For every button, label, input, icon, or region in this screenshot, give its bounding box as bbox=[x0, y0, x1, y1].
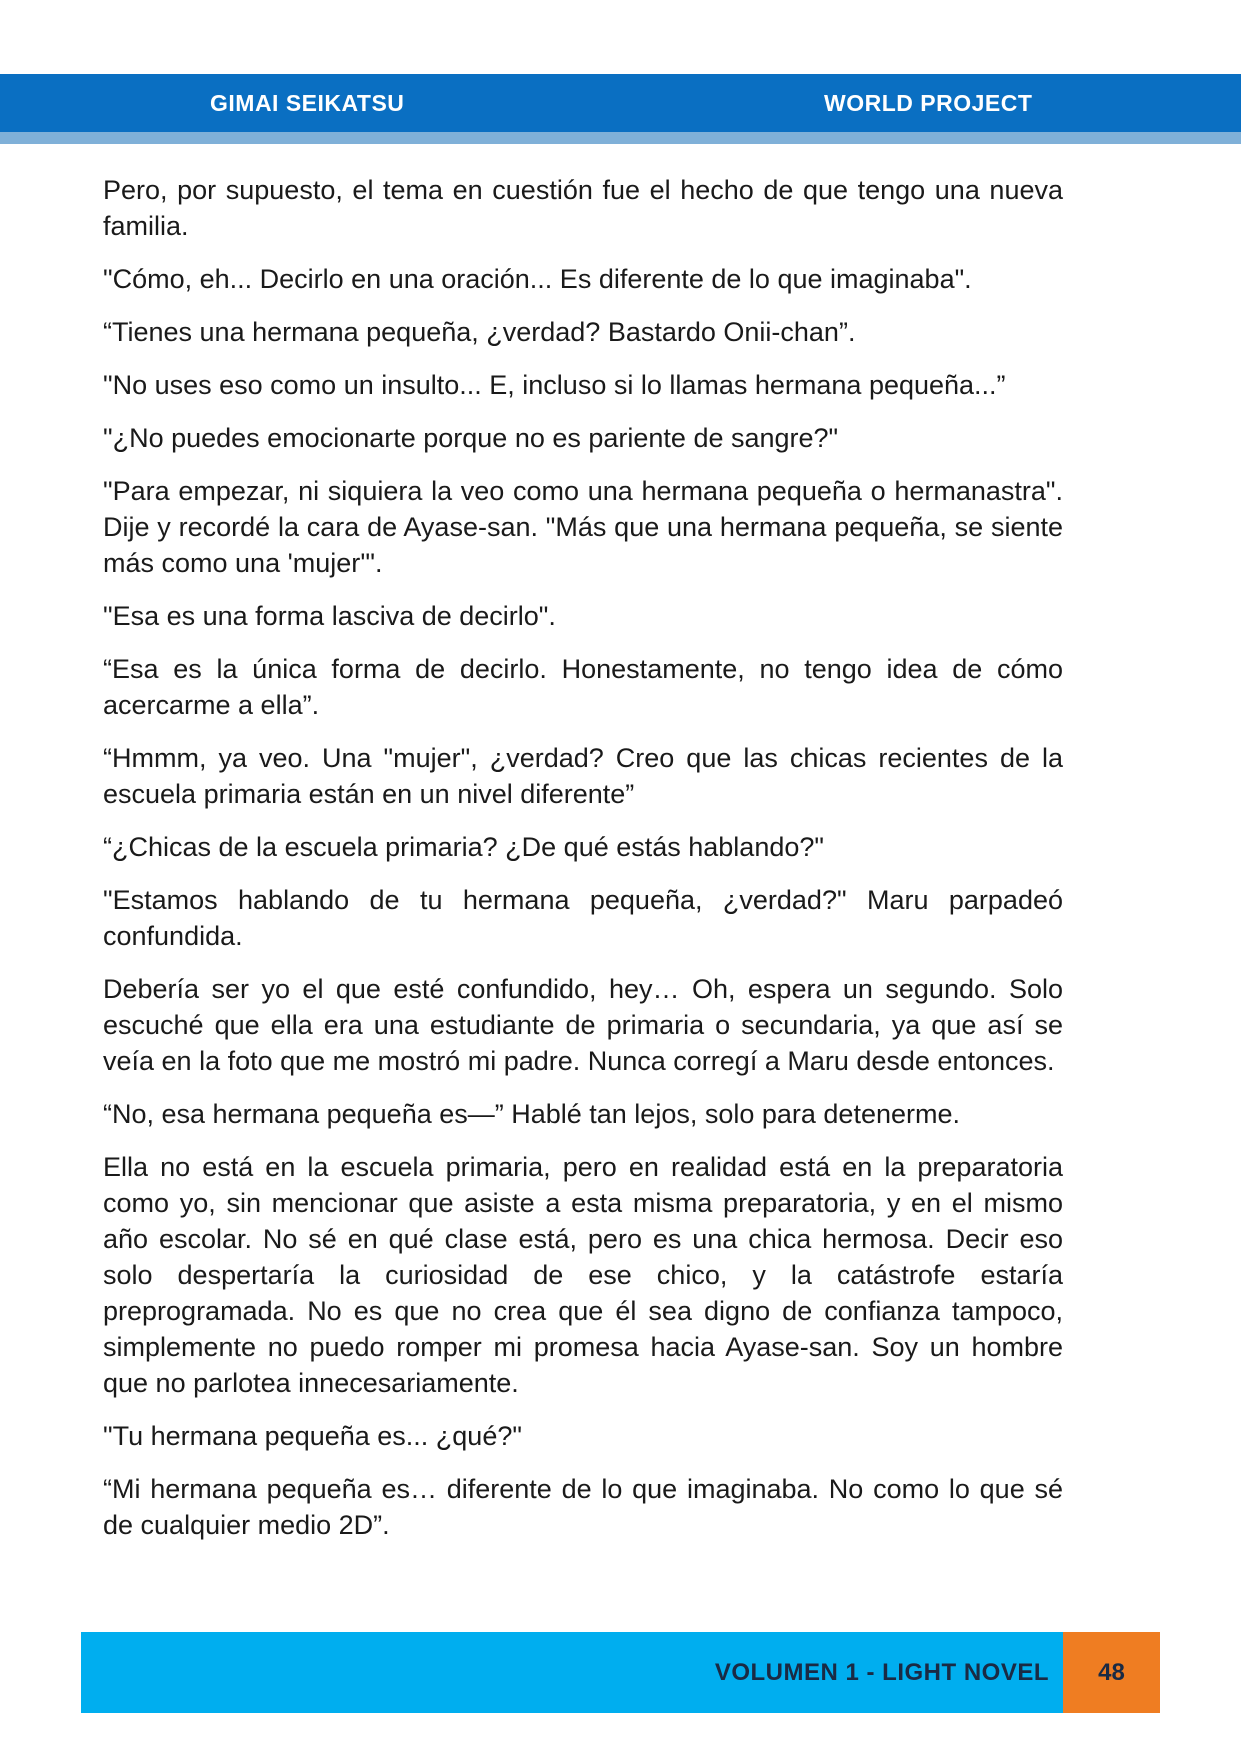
paragraph: “No, esa hermana pequeña es—” Hablé tan lejos, solo para detenerme. bbox=[103, 1099, 960, 1129]
header-project-title: WORLD PROJECT bbox=[824, 90, 1033, 116]
paragraph: "Tu hermana pequeña es... ¿qué?" bbox=[103, 1421, 522, 1451]
paragraph: "Cómo, eh... Decirlo en una oración... Es diferente de lo que imaginaba". bbox=[103, 264, 972, 294]
footer-bar bbox=[81, 1632, 1063, 1713]
paragraph: "Estamos hablando de tu hermana pequeña, ¿verdad?" Maru parpadeó confundida. bbox=[103, 885, 1063, 951]
paragraph: “¿Chicas de la escuela primaria? ¿De qué estás hablando?" bbox=[103, 832, 824, 862]
header-stripe bbox=[0, 132, 1241, 144]
paragraph: “Mi hermana pequeña es… diferente de lo que imaginaba. No como lo que sé de cualquier medio 2D”. bbox=[103, 1474, 1063, 1540]
paragraph: “Esa es la única forma de decirlo. Honestamente, no tengo idea de cómo acercarme a ella”. bbox=[103, 654, 1063, 720]
footer-volume-label: VOLUMEN 1 - LIGHT NOVEL bbox=[714, 1659, 1049, 1686]
paragraph: “Hmmm, ya veo. Una "mujer", ¿verdad? Creo que las chicas recientes de la escuela primaria están en un nivel diferente” bbox=[103, 743, 1063, 809]
page-body bbox=[103, 172, 1063, 1560]
paragraph: Pero, por supuesto, el tema en cuestión fue el hecho de que tengo una nueva familia. bbox=[103, 175, 1063, 241]
paragraph: “Tienes una hermana pequeña, ¿verdad? Bastardo Onii-chan”. bbox=[103, 317, 856, 347]
header-series-title: GIMAI SEIKATSU bbox=[210, 90, 405, 116]
paragraph: "No uses eso como un insulto... E, incluso si lo llamas hermana pequeña...” bbox=[103, 370, 1006, 400]
header-bar bbox=[0, 74, 1241, 132]
paragraph: "Esa es una forma lasciva de decirlo". bbox=[103, 601, 556, 631]
paragraph: "¿No puedes emocionarte porque no es pariente de sangre?" bbox=[103, 423, 839, 453]
paragraph: Debería ser yo el que esté confundido, hey… Oh, espera un segundo. Solo escuché que ella era una estudiante de primaria o secundaria, ya que así se veía en la foto que me mostró mi padre. Nunca corregí a Maru desde entonces. bbox=[103, 974, 1063, 1076]
paragraph: Ella no está en la escuela primaria, pero en realidad está en la preparatoria como yo, sin mencionar que asiste a esta misma preparatoria, y en el mismo año escolar. No sé en qué clase está, pero es una chica hermosa. Decir eso solo despertaría la curiosidad de ese chico, y la catástrofe estaría preprogramada. No es que no crea que él sea digno de confianza tampoco, simplemente no puedo romper mi promesa hacia Ayase-san. Soy un hombre que no parlotea innecesariamente. bbox=[103, 1152, 1063, 1398]
page-number: 48 bbox=[1063, 1632, 1160, 1713]
paragraph: "Para empezar, ni siquiera la veo como una hermana pequeña o hermanastra". Dije y recordé la cara de Ayase-san. "Más que una hermana pequeña, se siente más como una 'mujer'". bbox=[103, 476, 1063, 578]
